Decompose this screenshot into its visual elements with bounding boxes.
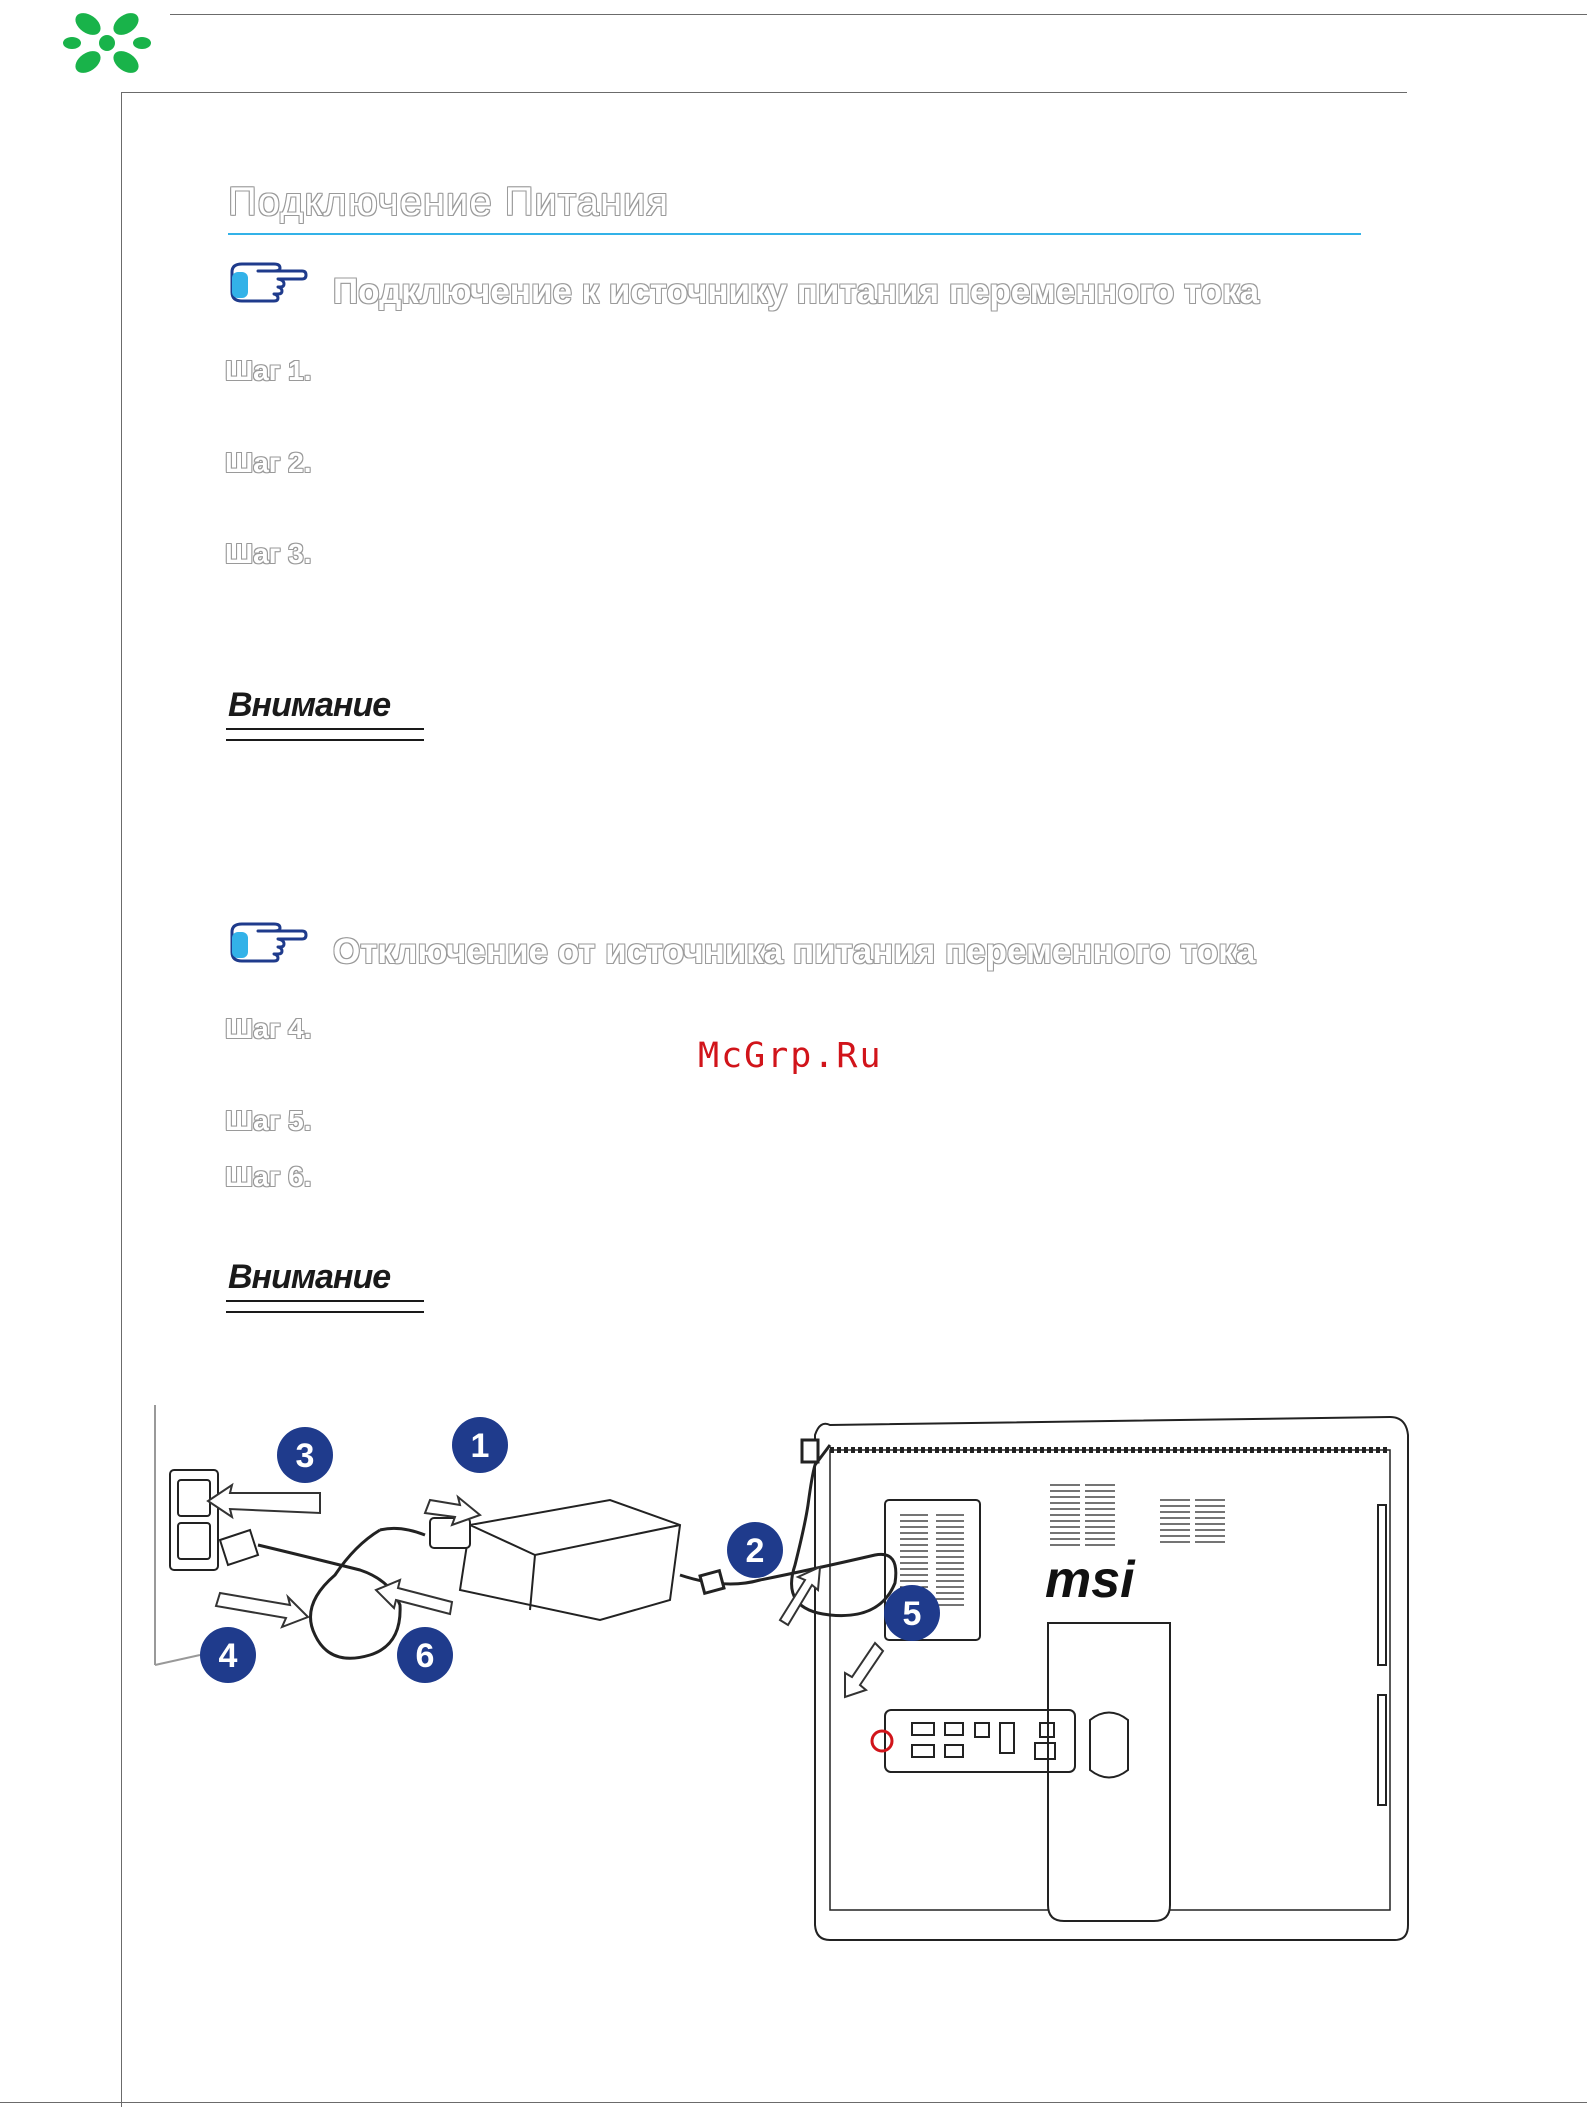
callout-3 [277,1427,333,1483]
pointing-hand-icon [228,258,308,304]
caution-label-1: Внимание [228,686,391,724]
page-title: Подключение Питания [228,180,670,224]
header-rule [170,14,1587,15]
arrow-4-icon [216,1593,308,1627]
connect-step-3: Шаг 3. [225,538,312,569]
connect-step-1: Шаг 1. [225,355,312,386]
brand-logo-icon [58,4,162,84]
watermark: McGrp.Ru [698,1036,883,1076]
arrow-5-icon [845,1643,883,1697]
svg-text:4: 4 [218,1637,238,1675]
callout-4 [200,1627,256,1683]
caution-underline-2 [226,1300,424,1313]
arrow-3-icon [208,1485,320,1517]
left-frame-rule [121,92,122,2107]
svg-text:5: 5 [902,1595,922,1633]
connect-heading: Подключение к источнику питания переменного тока [333,272,1260,311]
caution-underline-1 [226,728,424,741]
svg-text:1: 1 [470,1427,490,1465]
svg-text:3: 3 [295,1437,315,1475]
callout-2 [727,1522,783,1578]
msi-brand-text: msi [1045,1551,1135,1609]
footer-rule [0,2102,1587,2103]
callout-1 [452,1417,508,1473]
disconnect-step-6: Шаг 6. [225,1161,312,1192]
disconnect-step-4: Шаг 4. [225,1013,312,1044]
inner-frame-rule [122,92,1407,93]
svg-text:2: 2 [745,1532,765,1570]
disconnect-heading: Отключение от источника питания переменного тока [333,932,1256,971]
power-connection-illustration [140,1405,1420,2095]
pointing-hand-icon [228,918,308,964]
disconnect-step-5: Шаг 5. [225,1105,312,1136]
title-underline [228,233,1361,235]
caution-label-2: Внимание [228,1258,391,1296]
arrow-6-icon [376,1580,452,1614]
callout-6 [397,1627,453,1683]
callout-5 [884,1585,940,1641]
svg-text:6: 6 [415,1637,435,1675]
connect-step-2: Шаг 2. [225,447,312,478]
